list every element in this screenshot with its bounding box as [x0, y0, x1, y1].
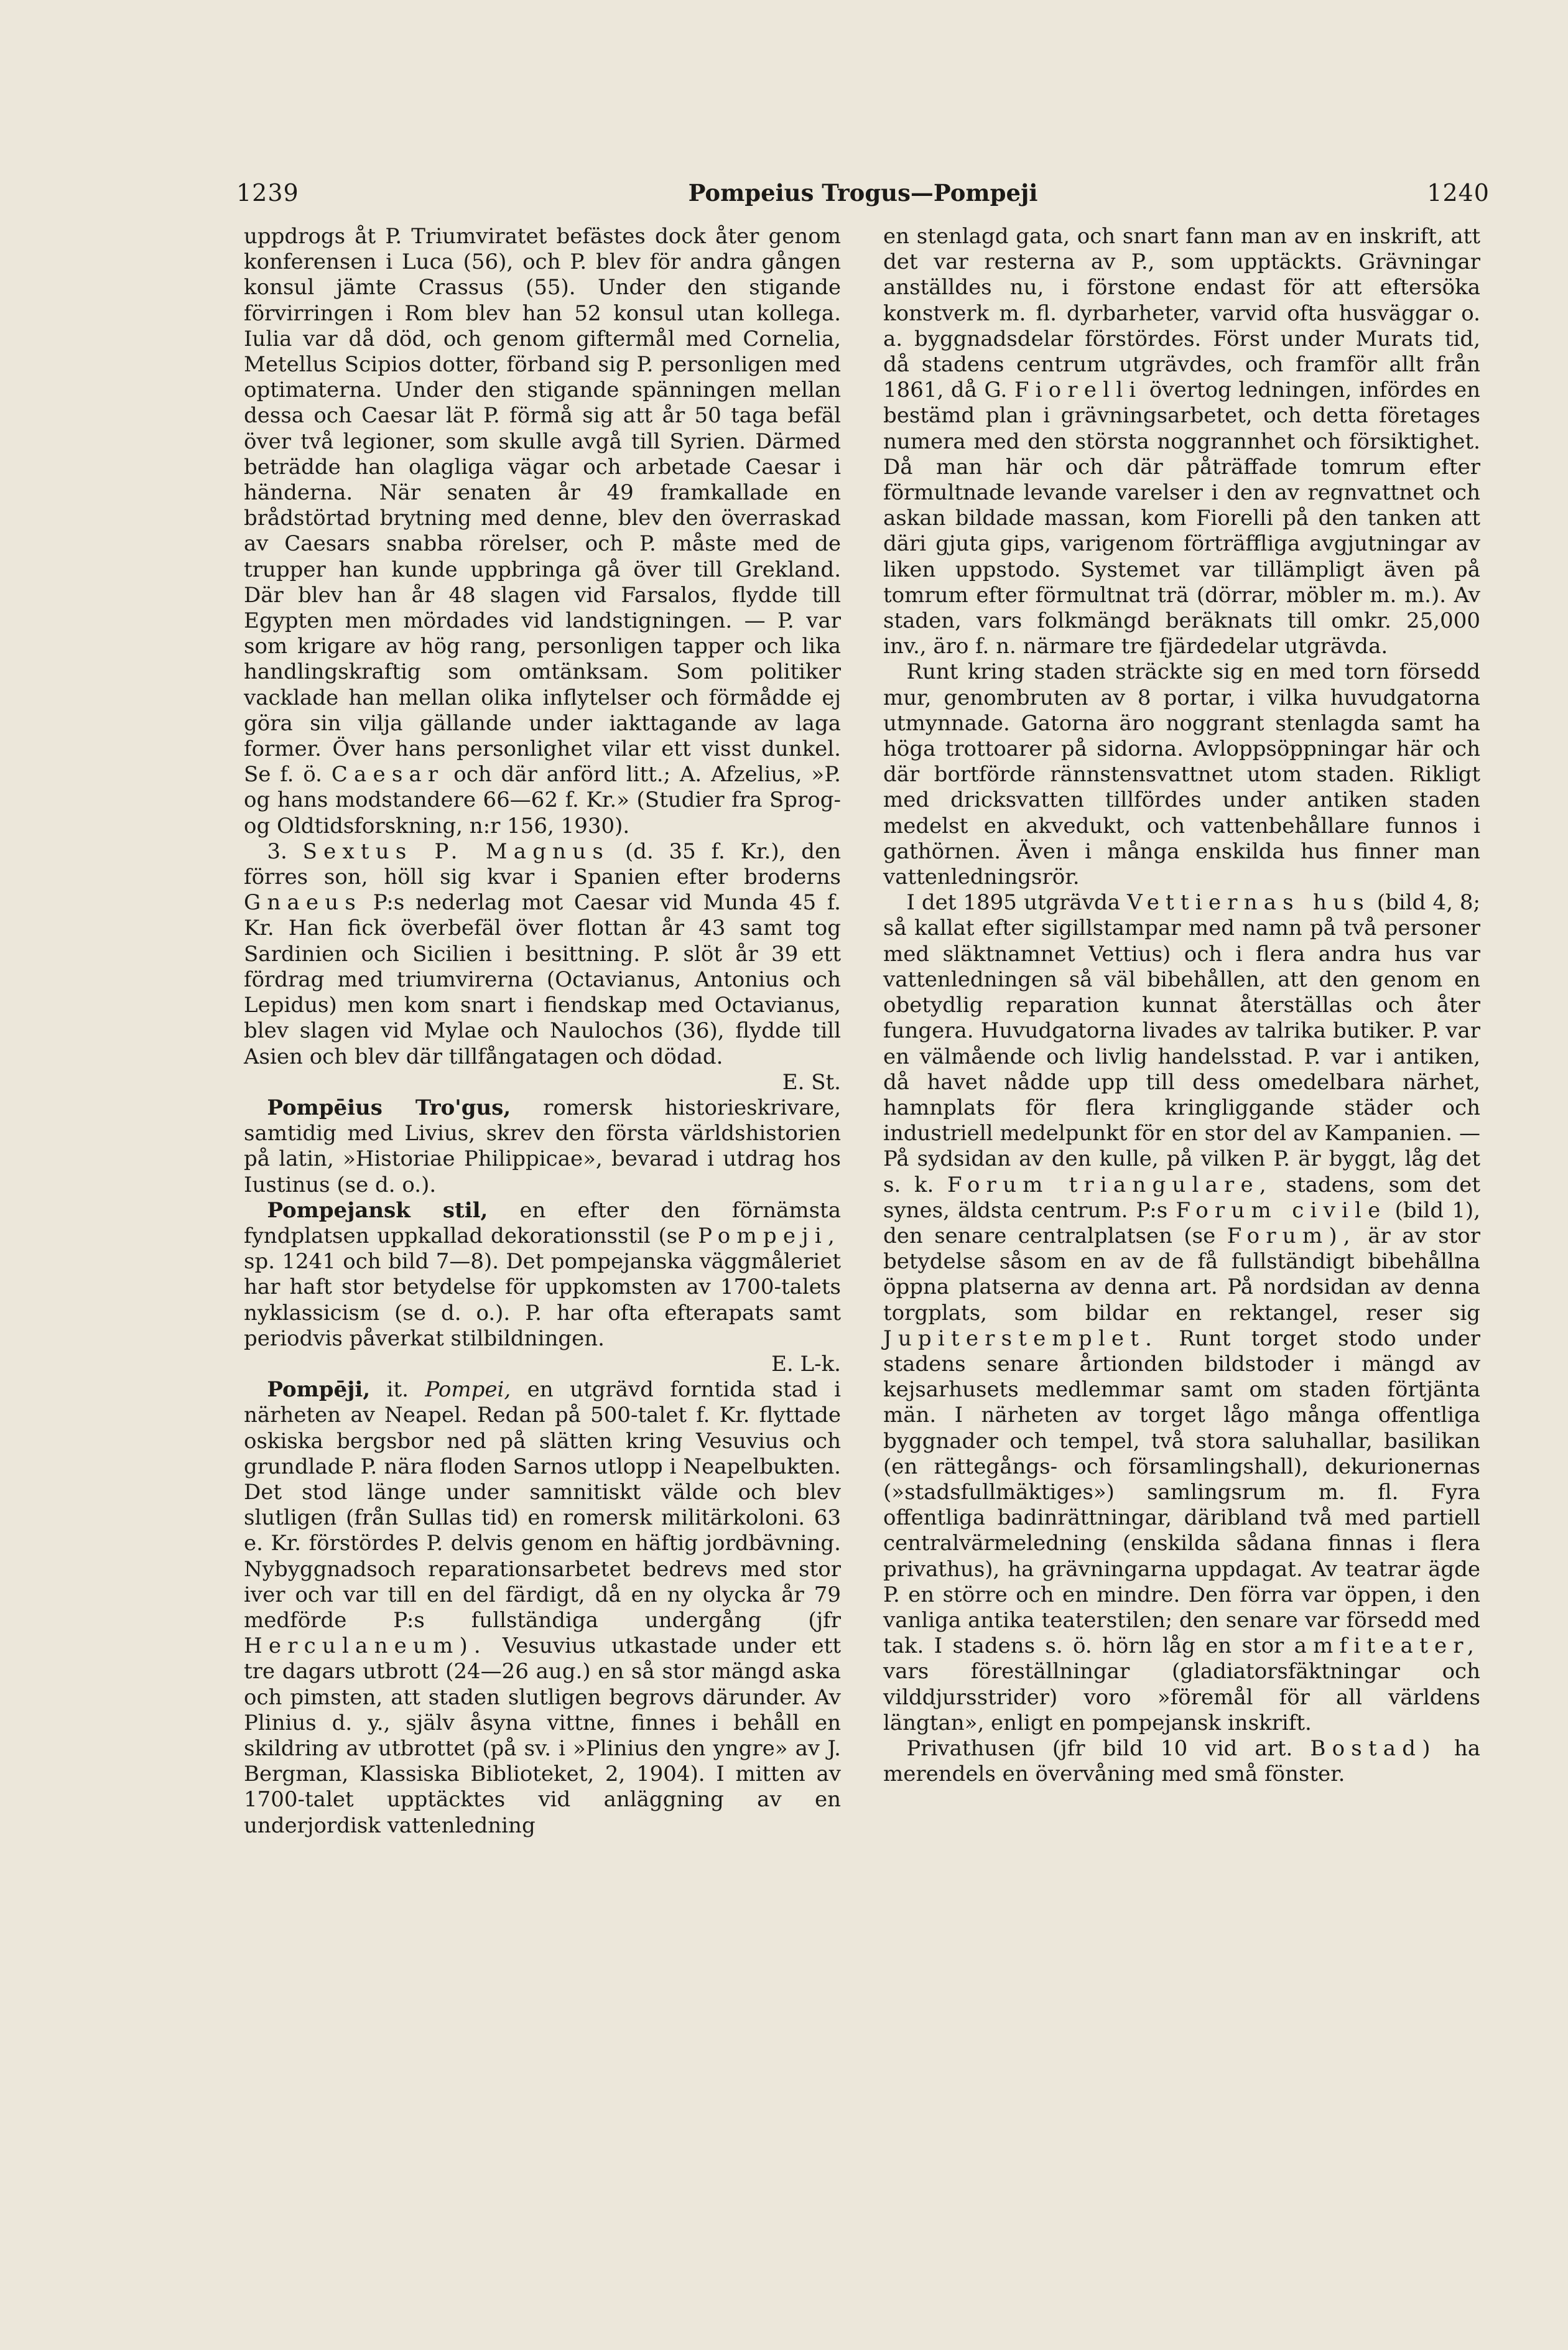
- body-text: är av stor betydelse såsom en av de få fullständigt bibehållna öppna platserna av denna art. På nordsidan av denna torgplats, som bildar en rektangel, reser sig: [883, 1223, 1481, 1326]
- running-title: Pompeius Trogus—Pompeji: [688, 179, 1038, 207]
- body-text: (d. 35 f. Kr.), den förres son, höll sig kvar i Spanien efter broderns: [244, 838, 841, 890]
- spaced-name: Fiorelli: [1014, 378, 1143, 403]
- spaced-name: Forum triangulare,: [947, 1172, 1273, 1197]
- body-text: I det 1895 utgrävda: [906, 890, 1121, 916]
- body-text: romersk historieskrivare, samtidig med Livius, skrev den första världshistorien på latin, »Historiae Philippicae», bevarad i utdrag hos Iustinus (se d. o.).: [244, 1095, 842, 1197]
- pompeji-walls-paragraph: Runt kring staden sträckte sig en med torn försedd mur, genombruten av 8 portar, i vilka huvudgatorna utmynnade. Gatorna äro noggrant stenlagda samt ha höga trottoarer på sidorna. Avloppsöppningar här och där bortförde rännstensvattnet utom staden. Rikligt med dricksvatten tillfördes under antiken staden medelst en akvedukt, och vattenbehållare funnos i gathörnen. Även i många enskilda hus finner man vattenledningsrör.: [883, 659, 1480, 890]
- body-text: sp. 1241 och bild 7—8). Det pompejanska väggmåleriet har haft stor betydelse för uppkomsten av 1700-talets nyklassicism (se d. o.). P. har ofta efterapats samt periodvis påverkat stilbildningen.: [244, 1249, 841, 1351]
- page-number-right: 1240: [1427, 179, 1490, 207]
- body-text: en efter den förnämsta fyndplatsen uppkallad dekorationsstil (se: [244, 1197, 841, 1248]
- italic-name: Pompei,: [425, 1377, 511, 1403]
- body-text: P:s nederlag mot Caesar vid Munda 45 f. Kr. Han fick överbefäl över flottan år 43 samt tog Sardinien och Sicilien i besittning. P. slöt år 39 ett fördrag med triumvirerna (Octavianus, Antonius och Lepidus) men kom snart i fiendskap med Octavianus, blev slagen vid Mylae och Naulochos (36), flydde till Asien och blev där tillfångatagen och dödad.: [244, 890, 841, 1069]
- cross-reference: Forum),: [1227, 1223, 1357, 1248]
- body-text: uppdrogs åt P. Triumviratet befästes dock åter genom konferensen i Luca (56), och P. blev för andra gången konsul jämte Crassus (55). Under den stigande förvirringen i Rom blev han 52 konsul utan kollega. Iulia var då död, och genom giftermål med Cornelia, Metellus Scipios dotter, förband sig P. personligen med optimaterna. Under den stigande spänningen mellan dessa och Caesar lät P. förmå sig att år 50 taga befäl över två legioner, som skulle avgå till Syrien. Därmed beträdde han olagliga vägar och arbetade Caesar i händerna. När senaten år 49 framkallade en brådstörtad brytning med denne, blev den överraskad av Caesars snabba rörelser, och P. måste med de trupper han kunde uppbringa gå över till Grekland. Där blev han år 48 slagen vid Farsalos, flydde till Egypten men mördades vid landstigningen. — P. var som krigare av hög rang, personligen tapper och lika handlingskraftig som omtänksam. Som politiker vacklade han mellan olika inflytelser och förmådde ej göra sin vilja gällande under iakttagande av laga former. Över hans personlighet vilar ett visst dunkel. Se f. ö.: [244, 224, 841, 787]
- body-text: övertog ledningen, infördes en bestämd plan i grävningsarbetet, och detta företages numera med den största noggrannhet och försiktighet. Då man här och där påträffade tomrum efter förmultnade levande varelser i den av regnvattnet och askan bildade massan, kom Fiorelli på den tanken att däri gjuta gips, varigenom förträffliga avgjutningar av liken uppstodo. Systemet var tillämpligt även på tomrum efter förmultnat trä (dörrar, möbler m. m.). Av staden, vars folkmängd beräknats till omkr. 25,000 inv., äro f. n. närmare tre fjärdedelar utgrävda.: [883, 378, 1480, 659]
- body-text: en utgrävd forntida stad i närheten av Neapel. Redan på 500-talet f. Kr. flyttade oskiska bergsbor ned på slätten kring Vesuvius och grundlade P. nära floden Sarnos utlopp i Neapelbukten. Det stod länge under samnitiskt välde och blev slutligen (från Sullas tid) en romersk militärkoloni. 63 e. Kr. förstördes P. delvis genom en häftig jordbävning. Nybyggnadsoch reparationsarbetet bedrevs med stor iver och var till en del färdigt, då en ny olycka år 79 medförde P:s fullständiga undergång (jfr: [244, 1377, 841, 1633]
- spaced-name: Forum civile: [1176, 1197, 1387, 1223]
- body-text: (bild 1), den senare centralplatsen (se: [883, 1197, 1481, 1248]
- body-text: Vesuvius utkastade under ett tre dagars utbrott (24—26 aug.) en så stor mängd aska och pimsten, att staden slutligen begrovs därunder. Av Plinius d. y., själv åsyna vittne, finnes i behåll en skildring av utbrottet (på sv. i »Plinius den yngre» av J. Bergman, Klassiska Biblioteket, 2, 1904). I mitten av 1700-talet upptäcktes vid anläggning av en underjordisk vattenledning: [244, 1633, 841, 1838]
- body-text: ha merendels en övervåning med små fönster.: [883, 1735, 1480, 1787]
- spaced-name: Jupiterstemplet.: [883, 1326, 1159, 1351]
- body-text: it.: [386, 1377, 409, 1403]
- pompeji-houses-paragraph: [883, 890, 1480, 1736]
- spaced-name: Sextus P. Magnus: [302, 838, 610, 864]
- entry-pompeius-continuation: [244, 224, 841, 839]
- body-text: Privathusen (jfr bild 10 vid art.: [906, 1735, 1293, 1761]
- headword: Pompejansk stil,: [267, 1197, 488, 1223]
- entry-pompeius-trogus: [244, 1095, 841, 1198]
- spaced-name: Vettiernas hus: [1127, 890, 1370, 916]
- cross-reference: Bostad): [1310, 1735, 1437, 1761]
- body-text: en stenlagd gata, och snart fann man av en inskrift, att det var resterna av P., som upptäckts. Grävningar anställdes nu, i förstone endast för att eftersöka konstverk m. fl. dyrbarheter, varvid ofta husväggar o. a. byggnadsdelar förstördes. Först under Murats tid, då stadens centrum utgrävdes, och framför allt från 1861, då G.: [883, 224, 1480, 403]
- pompeji-excavation-paragraph: [883, 224, 1480, 659]
- spaced-name: Gnaeus: [244, 890, 362, 916]
- body-text: Runt torget stodo under stadens senare årtionden bildstoder i mängd av kejsarhusets medlemmar samt om staden förtjänta män. I närheten av torget lågo många offentliga byggnader och tempel, två stora saluhallar, basilikan (en rättegångs- och församlingshall), dekurionernas (»stadsfullmäktiges») samlingsrum m. fl. Fyra offentliga badinrättningar, däribland två med partiell centralvärmeledning (enskilda sådana finnas i flera privathus), ha grävningarna uppdagat. Av teatrar ägde P. en större och en mindre. Den förra var öppen, i den vanliga antika teaterstilen; den senare var försedd med tak. I stadens s. ö. hörn låg en stor: [883, 1326, 1480, 1659]
- cross-reference: Pompeji,: [698, 1223, 841, 1248]
- entry-pompeji: [244, 1377, 841, 1839]
- spaced-name: amfiteater,: [1294, 1633, 1480, 1659]
- page-number-left: 1239: [236, 179, 299, 207]
- cross-reference: Caesar: [331, 762, 445, 787]
- body-text: vars föreställningar (gladiatorsfäktningar och vilddjursstrider) voro »föremål för all världens längtan», enligt en pompejansk inskrift.: [883, 1659, 1480, 1735]
- body-text: stadens, som det synes, äldsta centrum. P:s: [883, 1172, 1481, 1223]
- headword: Pompēji,: [267, 1377, 371, 1403]
- entry-sextus-pompeius: [244, 839, 841, 1070]
- right-column: [883, 224, 1480, 1787]
- author-signature: E. L-k.: [771, 1351, 841, 1377]
- body-text: och där anförd litt.; A. Afzelius, »P. og hans modstandere 66—62 f. Kr.» (Studier fra Sprog- og Oldtidsforskning, n:r 156, 1930).: [244, 762, 841, 838]
- body-text: (bild 4, 8; så kallat efter sigillstampar med namn på två personer med släktnamnet Vettius) och i flera andra hus var vattenledningen så väl bibehållen, att den genom en obetydlig reparation kunnat återställas och åter fungera. Huvudgatorna livades av talrika butiker. P. var en välmående och livlig handelsstad. P. var i antiken, då havet nådde upp till dess omedelbara närhet, hamnplats för flera kringliggande städer och industriell medelpunkt för en stor del av Kampanien. — På sydsidan av den kulle, på vilken P. är byggt, låg det s. k.: [883, 890, 1480, 1197]
- entry-pompejansk-stil: [244, 1198, 841, 1352]
- cross-reference: Herculaneum).: [244, 1633, 487, 1659]
- author-signature: E. St.: [782, 1069, 841, 1095]
- entry-number: 3.: [267, 838, 287, 864]
- headword: Pompēius Tro'gus,: [267, 1095, 511, 1120]
- pompeji-private-houses-paragraph: [883, 1736, 1480, 1787]
- left-column: [244, 224, 841, 1839]
- page-header: [236, 179, 1490, 216]
